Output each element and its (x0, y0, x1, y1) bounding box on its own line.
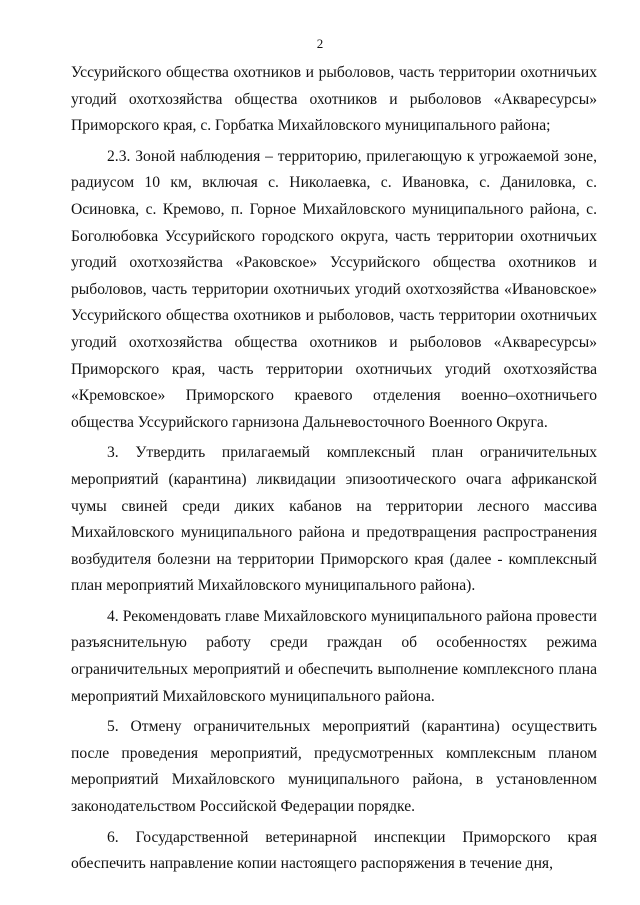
document-body (71, 60, 597, 882)
paragraph-2-3-observation-zone: 2.3. Зоной наблюдения – территорию, прилегающую к угрожаемой зоне, радиусом 10 км, включая с. Николаевка, с. Ивановка, с. Даниловка, с. Осиновка, с. Кремово, п. Горное Михайловского муниципального района, с. Боголюбовка Уссурийского городского округа, часть территории охотничьих угодий охотхозяйства «Раковское» Уссурийского общества охотников и рыболовов, часть территории охотничьих угодий охотхозяйства «Ивановское» Уссурийского общества охотников и рыболовов, часть территории охотничьих угодий охотхозяйства общества охотников и рыболовов «Акваресурсы» Приморского края, часть территории охотничьих угодий охотхозяйства «Кремовское» Приморского краевого отделения военно–охотничьего общества Уссурийского гарнизона Дальневосточного Военного Округа. (71, 147, 597, 431)
paragraph-3-approve-plan: 3. Утвердить прилагаемый комплексный план ограничительных мероприятий (карантина) ликвидации эпизоотического очага африканской чумы свиней среди диких кабанов на территории лесного массива Михайловского муниципального района и предотвращения распространения возбудителя болезни на территории Приморского края (далее - комплексный план мероприятий Михайловского муниципального района). (71, 444, 597, 595)
paragraph-continuation: Уссурийского общества охотников и рыболовов, часть территории охотничьих угодий охотхозяйства общества охотников и рыболовов «Акваресурсы» Приморского края, с. Горбатка Михайловского муниципального района; (71, 64, 597, 135)
page-number: 2 (316, 36, 324, 51)
paragraph-4-recommendation: 4. Рекомендовать главе Михайловского муниципального района провести разъяснительную работу среди граждан об особенностях режима ограничительных мероприятий и обеспечить выполнение комплексного плана мероприятий Михайловского муниципального района. (71, 607, 597, 705)
paragraph-6-inspection: 6. Государственной ветеринарной инспекции Приморского края обеспечить направление копии настоящего распоряжения в течение дня, (71, 828, 597, 873)
paragraph-5-cancellation: 5. Отмену ограничительных мероприятий (карантина) осуществить после проведения мероприятий, предусмотренных комплексным планом мероприятий Михайловского муниципального района, в установленном законодательством Российской Федерации порядке. (71, 718, 597, 816)
